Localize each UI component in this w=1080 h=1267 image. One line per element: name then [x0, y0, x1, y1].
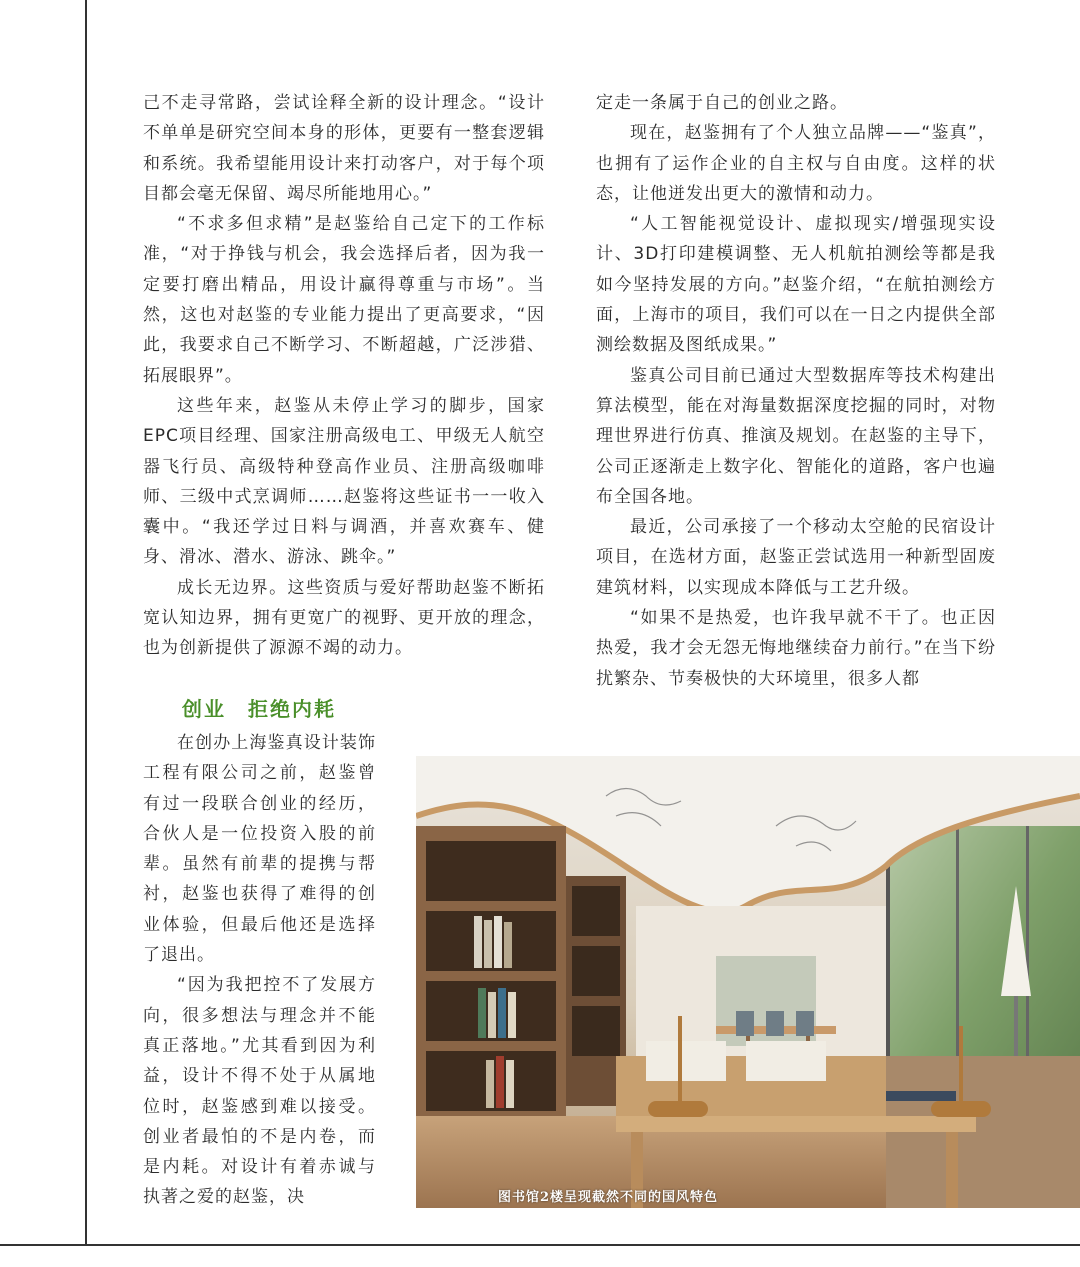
paragraph: 己不走寻常路，尝试诠释全新的设计理念。“设计不单单是研究空间本身的形体，更要有一整套逻辑和系统。我希望能用设计来打动客户，对于每个项目都会毫无保留、竭尽所能地用心。” — [143, 93, 545, 204]
page-bottom-rule — [0, 1244, 1080, 1246]
photo-caption: 图书馆2楼呈现截然不同的国风特色 — [498, 1190, 719, 1205]
paragraph: 在创办上海鉴真设计装饰工程有限公司之前，赵鉴曾有过一段联合创业的经历，合伙人是一位投资入股的前辈。虽然有前辈的提携与帮衬，赵鉴也获得了难得的创业体验，但最后他还是选择了退出。 — [143, 733, 376, 966]
paragraph: 最近，公司承接了一个移动太空舱的民宿设计项目，在选材方面，赵鉴正尝试选用一种新型固废建筑材料，以实现成本降低与工艺升级。 — [596, 517, 996, 598]
paragraph: “人工智能视觉设计、虚拟现实/增强现实设计、3D打印建模调整、无人机航拍测绘等都是我如今坚持发展的方向。”赵鉴介绍，“在航拍测绘方面，上海市的项目，我们可以在一日之内提供全部测绘数据及图纸成果。” — [596, 214, 996, 356]
paragraph: 鉴真公司目前已通过大型数据库等技术构建出算法模型，能在对海量数据深度挖掘的同时，对物理世界进行仿真、推演及规划。在赵鉴的主导下，公司正逐渐走上数字化、智能化的道路，客户也遍布全国各地。 — [596, 365, 996, 507]
paragraph: “如果不是热爱，也许我早就不干了。也正因热爱，我才会无怨无悔地继续奋力前行。”在当下纷扰繁杂、节奏极快的大环境里，很多人都 — [596, 608, 996, 689]
library-interior-illustration — [416, 756, 1080, 1208]
paragraph: 这些年来，赵鉴从未停止学习的脚步，国家EPC项目经理、国家注册高级电工、甲级无人航空器飞行员、高级特种登高作业员、注册高级咖啡师、三级中式烹调师……赵鉴将这些证书一一收入囊中。“我还学过日料与调酒，并喜欢赛车、健身、滑冰、潜水、游泳、跳伞。” — [143, 395, 545, 568]
paragraph: 现在，赵鉴拥有了个人独立品牌——“鉴真”，也拥有了运作企业的自主权与自由度。这样的状态，让他迸发出更大的激情和动力。 — [596, 123, 996, 204]
left-text-column — [143, 88, 545, 664]
paragraph: 定走一条属于自己的创业之路。 — [596, 93, 848, 113]
paragraph: “不求多但求精”是赵鉴给自己定下的工作标准，“对于挣钱与机会，我会选择后者，因为我一定要打磨出精品，用设计赢得尊重与市场”。当然，这也对赵鉴的专业能力提出了更高要求，“因此，我要求自己不断学习、不断超越，广泛涉猎、拓展眼界”。 — [143, 214, 545, 386]
paragraph: 成长无边界。这些资质与爱好帮助赵鉴不断拓宽认知边界，拥有更宽广的视野、更开放的理念，也为创新提供了源源不竭的动力。 — [143, 577, 545, 659]
library-photo — [416, 756, 1080, 1208]
right-text-column — [596, 88, 996, 694]
page-margin-rule — [85, 0, 87, 1246]
narrow-text-column — [143, 728, 376, 1213]
section-heading: 创业 拒绝内耗 — [182, 697, 336, 721]
paragraph: “因为我把控不了发展方向，很多想法与理念并不能真正落地。”尤其看到因为利益，设计不得不处于从属地位时，赵鉴感到难以接受。创业者最怕的不是内卷，而是内耗。对设计有着赤诚与执著之爱的赵鉴，决 — [143, 975, 376, 1208]
